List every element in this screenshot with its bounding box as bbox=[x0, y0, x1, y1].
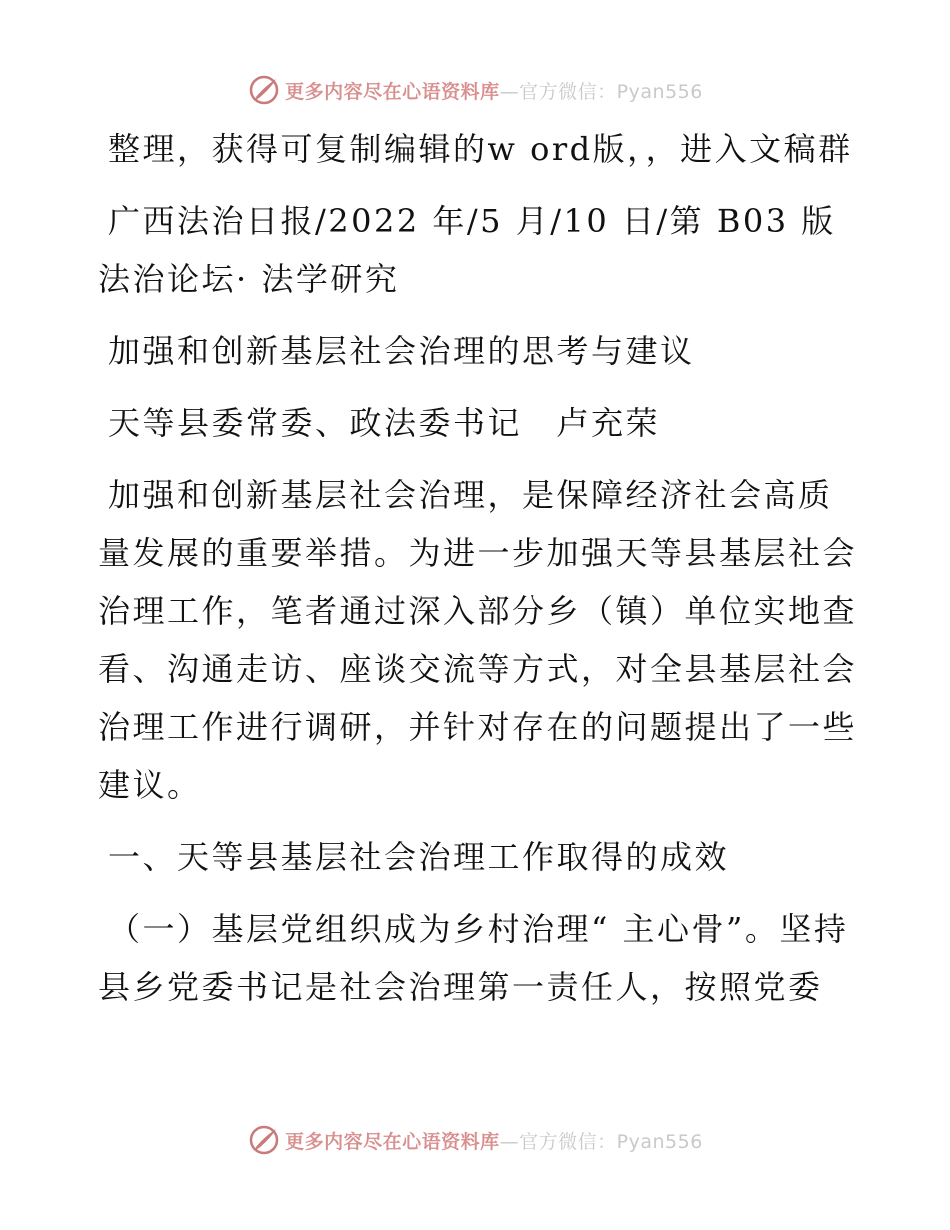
watermark-banner-top bbox=[0, 70, 950, 110]
watermark-prefix: 更多内容尽在心语资料库 bbox=[285, 1130, 500, 1153]
source-line: 广西法治日报/2022 年/5 月/10 日/第 B03 版法治论坛· 法学研究 bbox=[98, 202, 836, 298]
body-paragraph: 加强和创新基层社会治理，是保障经济社会高质量发展的重要举措。为进一步加强天等县基层社会治理工作，笔者通过深入部分乡（镇）单位实地查看、沟通走访、座谈交流等方式，对全县基层社会治理工作进行调研，并针对存在的问题提出了一些建议。 bbox=[98, 476, 858, 804]
body-paragraph-2: （一）基层党组织成为乡村治理“ 主心骨”。坚持县乡党委书记是社会治理第一责任人，按照党委 bbox=[98, 910, 849, 1006]
watermark-banner-bottom bbox=[0, 1120, 950, 1160]
watermark-suffix: —官方微信：Pyan556 bbox=[499, 80, 703, 103]
section-heading: 一、天等县基层社会治理工作取得的成效 bbox=[108, 838, 730, 876]
quill-logo-icon bbox=[247, 73, 281, 107]
watermark-text bbox=[285, 1127, 703, 1154]
author-line: 天等县委常委、政法委书记 卢充荣 bbox=[108, 404, 661, 442]
intro-note: 整理，获得可复制编辑的w ord版，，进入文稿群 bbox=[108, 130, 853, 168]
article-title: 加强和创新基层社会治理的思考与建议 bbox=[108, 332, 695, 370]
watermark-suffix: —官方微信：Pyan556 bbox=[499, 1130, 703, 1153]
watermark-prefix: 更多内容尽在心语资料库 bbox=[285, 80, 500, 103]
document-body bbox=[98, 120, 858, 1030]
quill-logo-icon bbox=[247, 1123, 281, 1157]
watermark-text bbox=[285, 77, 703, 104]
